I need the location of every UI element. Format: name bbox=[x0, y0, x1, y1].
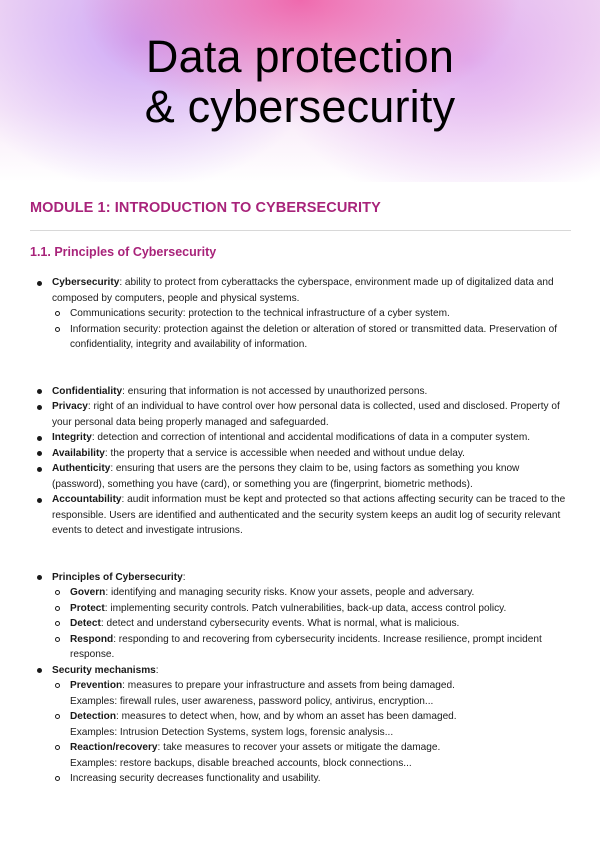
sub-item-detect bbox=[52, 616, 570, 632]
sub-list bbox=[52, 585, 570, 663]
definition: : measures to detect when, how, and by whom an asset has been damaged. bbox=[116, 711, 457, 722]
definition: : ability to protect from cyberattacks the cyberspace, environment made up of digitalized data and composed by computers, people and physical systems. bbox=[52, 277, 554, 304]
term: Govern bbox=[70, 587, 106, 598]
header-banner bbox=[0, 0, 600, 182]
definition: : identifying and managing security risks. Know your assets, people and adversary. bbox=[105, 587, 475, 598]
section-heading: 1.1. Principles of Cybersecurity bbox=[30, 245, 217, 259]
term: Detection bbox=[70, 711, 116, 722]
definition: : take measures to recover your assets or mitigate the damage. bbox=[157, 742, 441, 753]
sub-item-respond bbox=[52, 632, 570, 663]
document-body bbox=[30, 275, 570, 787]
divider bbox=[30, 230, 571, 231]
term: Availability bbox=[52, 447, 105, 459]
term: Protect bbox=[70, 602, 105, 614]
term: Security mechanisms bbox=[52, 664, 156, 676]
sub-item-protect bbox=[52, 601, 570, 617]
definition: : detection and correction of intentional and accidental modifications of data in a computer system. bbox=[91, 432, 531, 443]
definition: : the property that a service is accessible when needed and without undue delay. bbox=[104, 447, 465, 459]
page-title-line-1: Data protection bbox=[145, 31, 455, 82]
list-item-confidentiality bbox=[30, 384, 570, 400]
list-item-security-mechanisms bbox=[30, 663, 570, 787]
examples: Examples: restore backups, disable breached accounts, block connections... bbox=[70, 757, 412, 769]
sub-list bbox=[52, 306, 570, 353]
list-item-principles bbox=[30, 570, 570, 663]
module-heading: MODULE 1: INTRODUCTION TO CYBERSECURITY bbox=[30, 200, 381, 216]
sub-item-reaction-recovery bbox=[52, 740, 570, 771]
list-item-authenticity bbox=[30, 461, 570, 492]
term: Authenticity bbox=[52, 463, 111, 474]
term: Integrity bbox=[52, 432, 92, 443]
list-item-cybersecurity bbox=[30, 275, 570, 353]
term: Privacy bbox=[52, 401, 88, 412]
definition: : detect and understand cybersecurity events. What is normal, what is malicious. bbox=[100, 618, 460, 629]
page-title bbox=[0, 32, 600, 132]
page-title-line-2: & cybersecurity bbox=[144, 81, 456, 132]
sub-item-govern bbox=[52, 585, 570, 601]
cybersecurity-list bbox=[30, 275, 570, 353]
sub-item-information-security: Information security: protection against the deletion or alteration of stored or transmitted data. Preservation of confidentiality, integrity and availability of information. bbox=[52, 322, 570, 353]
colon: : bbox=[182, 571, 186, 583]
term: Prevention bbox=[70, 680, 123, 691]
list-item-privacy bbox=[30, 399, 570, 430]
examples: Examples: firewall rules, user awareness, password policy, antivirus, encryption... bbox=[70, 695, 434, 707]
term: Confidentiality bbox=[52, 385, 123, 397]
definition: : ensuring that users are the persons they claim to be, using factors as something you know (password), something you have (card), or something you are (fingerprint, biometric methods). bbox=[52, 463, 520, 490]
list-item-availability bbox=[30, 446, 570, 462]
definition: : implementing security controls. Patch vulnerabilities, back-up data, access control policy. bbox=[104, 602, 507, 614]
principles-and-mechanisms-list bbox=[30, 570, 570, 787]
sub-item-communications-security: Communications security: protection to the technical infrastructure of a cyber system. bbox=[52, 306, 570, 322]
concepts-list bbox=[30, 384, 570, 539]
examples: Examples: Intrusion Detection Systems, system logs, forensic analysis... bbox=[70, 726, 394, 738]
list-item-accountability bbox=[30, 492, 570, 539]
definition: : responding to and recovering from cybersecurity incidents. Increase resilience, prompt incident response. bbox=[70, 633, 542, 660]
sub-item-prevention bbox=[52, 678, 570, 709]
definition: : right of an individual to have control over how personal data is collected, used and disclosed. Property of your personal data being properly managed and safeguarded. bbox=[52, 401, 560, 428]
term: Reaction/recovery bbox=[70, 742, 158, 753]
term: Principles of Cybersecurity bbox=[52, 571, 183, 583]
colon: : bbox=[155, 664, 159, 676]
definition: : ensuring that information is not accessed by unauthorized persons. bbox=[122, 385, 428, 397]
sub-item-security-tradeoff: Increasing security decreases functionality and usability. bbox=[52, 771, 570, 787]
sub-list bbox=[52, 678, 570, 787]
term: Cybersecurity bbox=[52, 277, 120, 288]
definition: : audit information must be kept and protected so that actions affecting security can be traced to the responsible. Users are identified and authenticated and the security system keeps an audit log of security relevant events to detect and investigate intrusions. bbox=[52, 494, 566, 536]
list-item-integrity bbox=[30, 430, 570, 446]
definition: : measures to prepare your infrastructure and assets from being damaged. bbox=[122, 680, 455, 691]
term: Respond bbox=[70, 633, 114, 645]
sub-item-detection bbox=[52, 709, 570, 740]
term: Accountability bbox=[52, 494, 122, 505]
term: Detect bbox=[70, 618, 101, 629]
